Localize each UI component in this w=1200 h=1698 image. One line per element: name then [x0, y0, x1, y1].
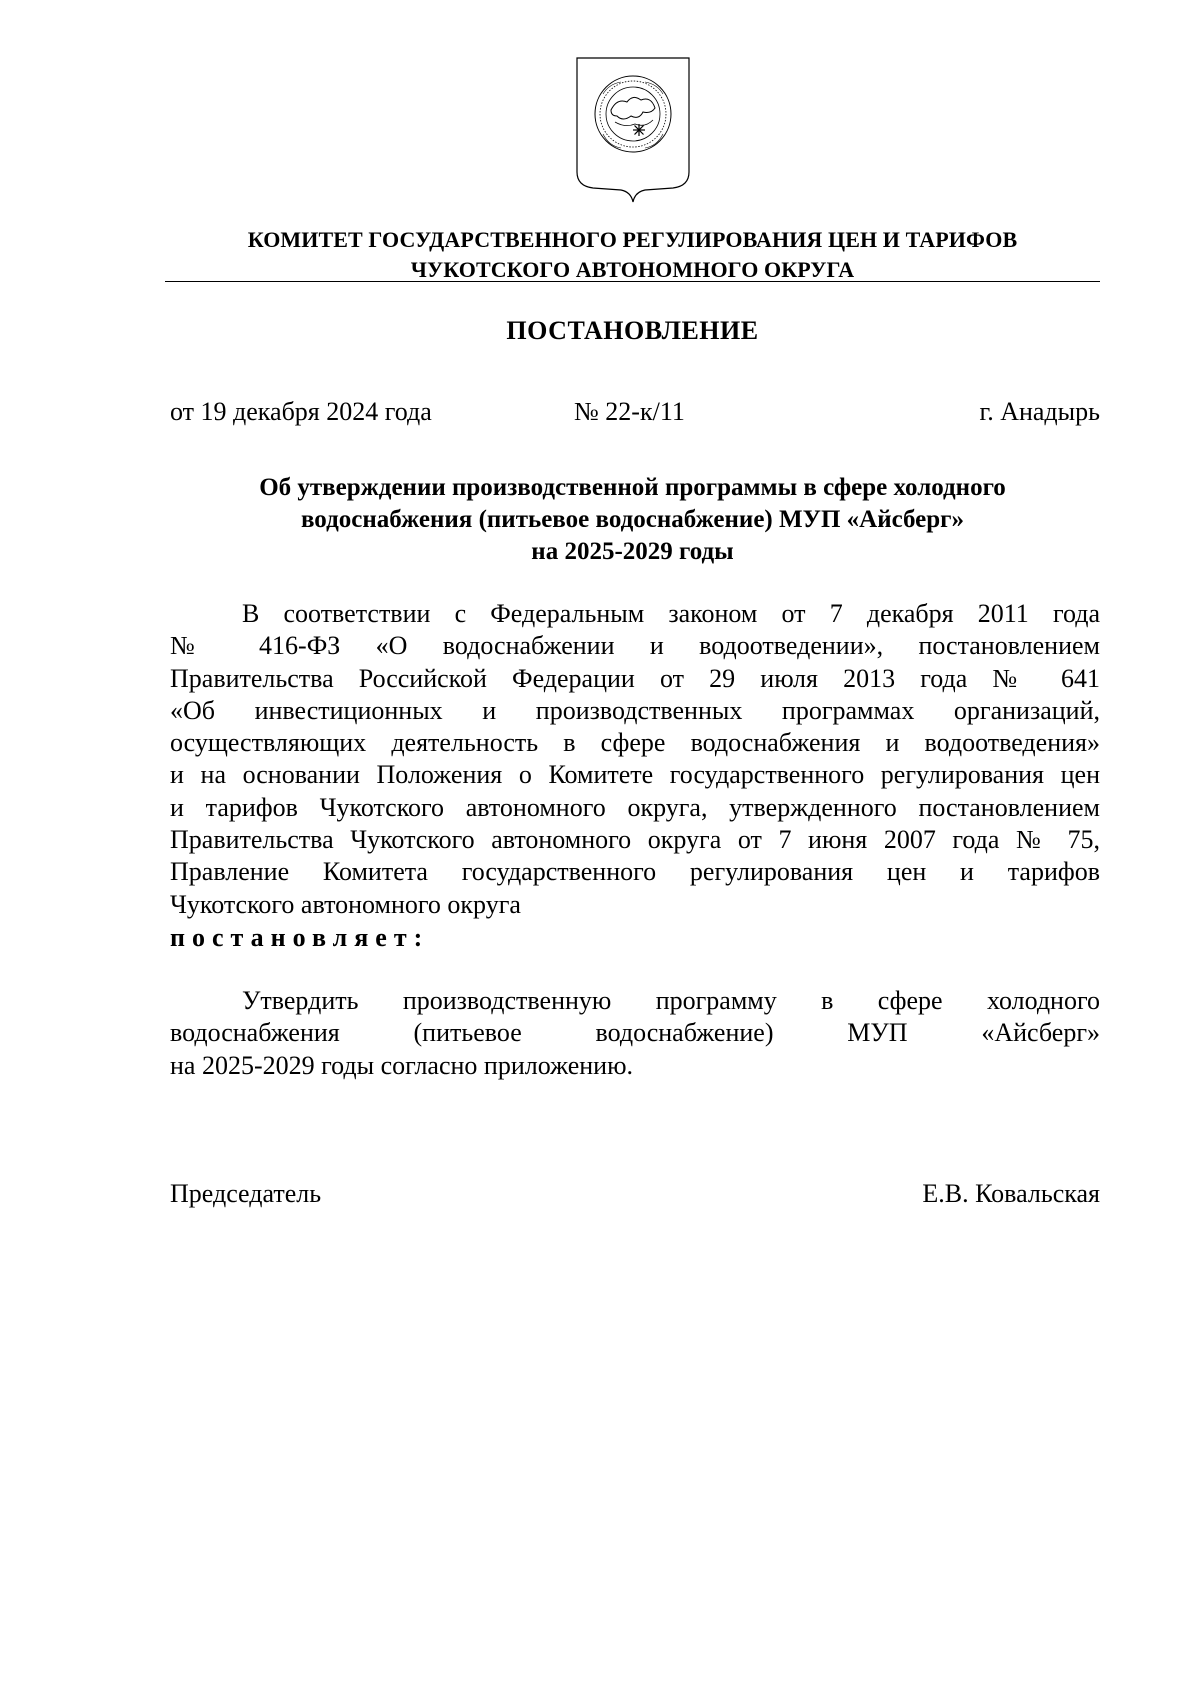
subject-line: на 2025-2029 годы: [531, 538, 734, 565]
header-divider: [165, 281, 1100, 282]
preamble-line: Правительства Чукотского автономного округа от 7 июня 2007 года № 75,: [170, 825, 1100, 855]
document-subject: [165, 472, 1100, 568]
preamble-line: осуществляющих деятельность в сфере водоснабжения и водоотведения»: [170, 728, 1100, 758]
document-date: от 19 декабря 2024 года: [170, 397, 432, 426]
decree-word: постановляет:: [170, 923, 430, 952]
preamble-line: Правление Комитета государственного регулирования цен и тарифов: [170, 857, 1100, 887]
document-city: г. Анадырь: [979, 397, 1100, 426]
signer-role: Председатель: [170, 1179, 322, 1208]
resolution-paragraph: [170, 985, 1100, 1082]
preamble-line: Правительства Российской Федерации от 29 июля 2013 года № 641: [170, 663, 1100, 693]
resolution-line: Утвердить производственную программу в сфере холодного: [242, 986, 1100, 1015]
coat-of-arms-emblem-icon: [573, 54, 693, 204]
signer-name: Е.В. Ковальская: [922, 1179, 1100, 1208]
resolution-line: водоснабжения (питьевое водоснабжение) МУП «Айсберг»: [170, 1018, 1100, 1048]
subject-line: Об утверждении производственной программы в сфере холодного: [259, 474, 1006, 501]
resolution-line: на 2025-2029 годы согласно приложению.: [170, 1050, 633, 1080]
preamble-line: В соответствии с Федеральным законом от 7 декабря 2011 года: [242, 599, 1100, 628]
preamble-paragraph: [170, 598, 1100, 921]
preamble-line: «Об инвестиционных и производственных программах организаций,: [170, 695, 1100, 725]
subject-line: водоснабжения (питьевое водоснабжение) МУП «Айсберг»: [300, 506, 965, 533]
document-number: № 22-к/11: [574, 397, 685, 426]
preamble-line: № 416-ФЗ «О водоснабжении и водоотведении», постановлением: [170, 631, 1100, 661]
organization-name-line1: КОМИТЕТ ГОСУДАРСТВЕННОГО РЕГУЛИРОВАНИЯ ЦЕН И ТАРИФОВ: [247, 227, 1018, 252]
document-type: ПОСТАНОВЛЕНИЕ: [506, 316, 759, 345]
organization-name-line2: ЧУКОТСКОГО АВТОНОМНОГО ОКРУГА: [410, 257, 855, 282]
preamble-line: Чукотского автономного округа: [170, 889, 521, 919]
organization-name: [165, 225, 1100, 285]
preamble-line: и тарифов Чукотского автономного округа, утвержденного постановлением: [170, 792, 1100, 822]
preamble-line: и на основании Положения о Комитете государственного регулирования цен: [170, 760, 1100, 790]
document-meta-row: [170, 394, 1100, 430]
